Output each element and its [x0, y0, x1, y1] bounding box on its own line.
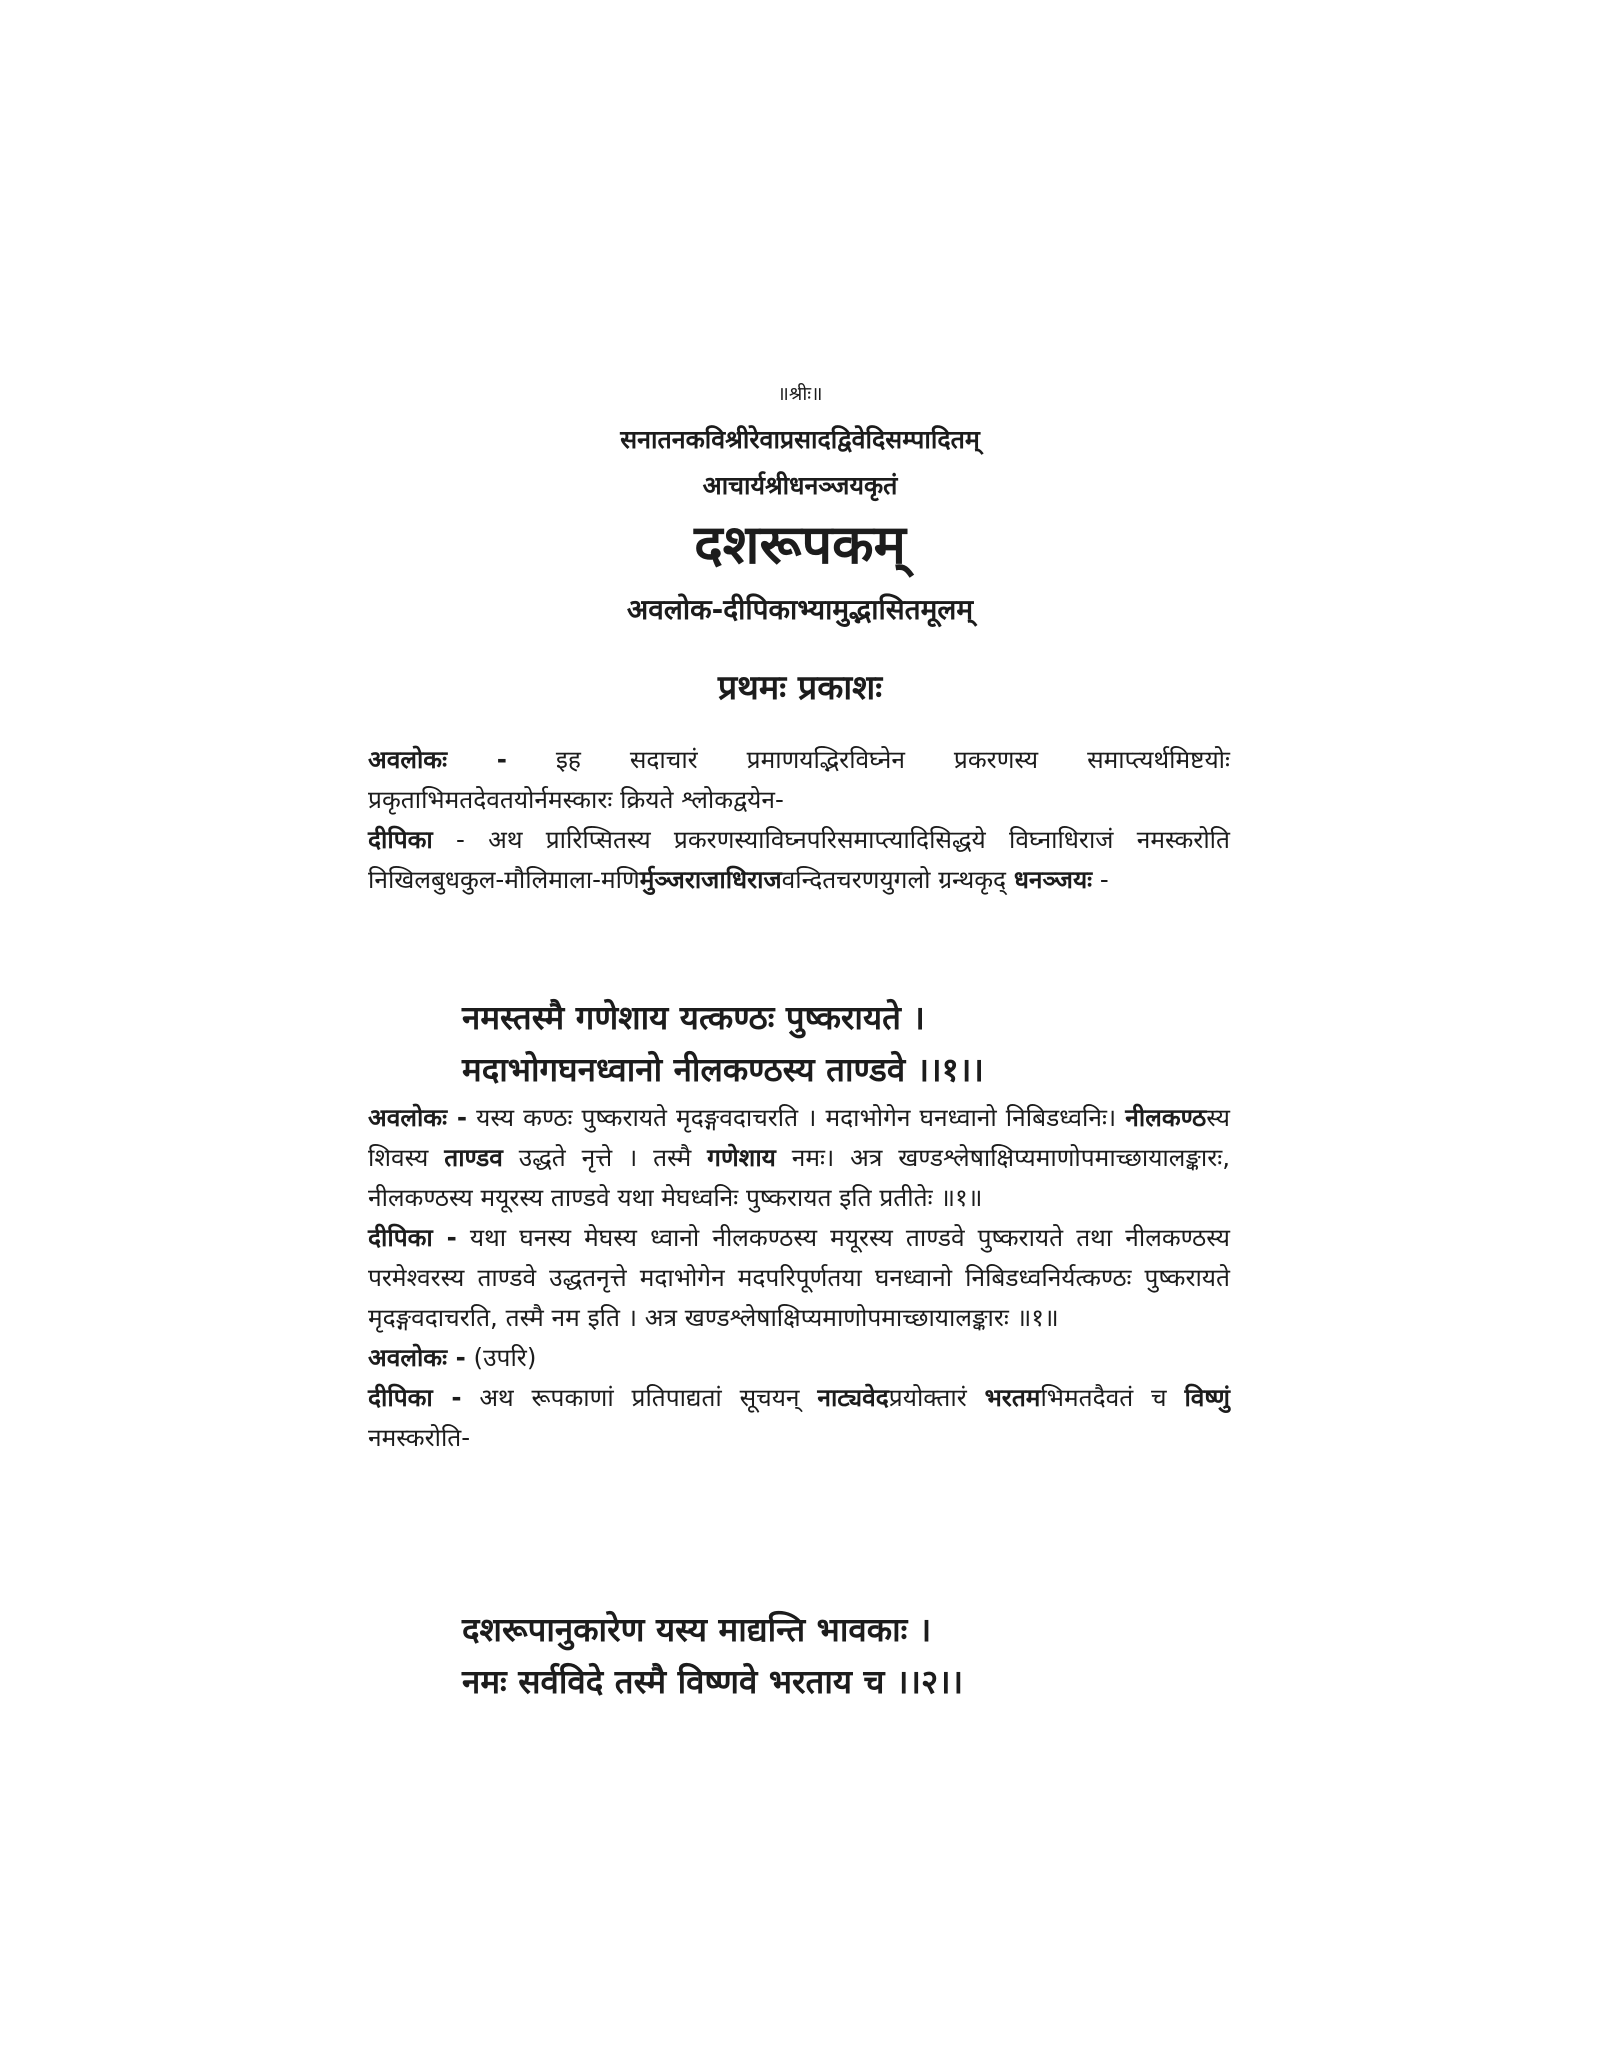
dipika-text: नमस्करोति-	[368, 1423, 471, 1452]
book-title: दशरूपकम्	[694, 513, 906, 576]
dipika-paragraph	[368, 1218, 1230, 1338]
commentary-block-2	[368, 1098, 1230, 1458]
dipika-bold-term: विष्णुं	[1184, 1383, 1231, 1412]
editor-line: सनातनकविश्रीरेवाप्रसादद्विवेदिसम्पादितम्	[620, 425, 980, 454]
avaloka-label: अवलोकः -	[368, 1103, 468, 1132]
verse-line: मदाभोगघनध्वानो नीलकण्ठस्य ताण्डवे ।।१।।	[462, 1050, 984, 1089]
avaloka-bold-term: ताण्डव	[444, 1143, 503, 1172]
dipika-text: वन्दितचरणयुगलो ग्रन्थकृद्	[781, 865, 1014, 894]
avaloka-text: (उपरि)	[465, 1343, 537, 1372]
dipika-text: यथा घनस्य मेघस्य ध्वानो नीलकण्ठस्य मयूरस्य ताण्डवे पुष्करायते तथा नीलकण्ठस्य परमेश्वरस्य ताण्डवे उद्धतनृत्ते मदाभोगेन मदपरिपूर्णतया घनध्वानो निबिडध्वनिर्यत्कण्ठः पुष्करायते मृदङ्गवदाचरति, तस्मै नम इति । अत्र खण्डश्लेषाक्षिप्यमाणोपमाच्छायालङ्कारः ॥१॥	[368, 1223, 1230, 1332]
avaloka-bold-term: नीलकण्ठ	[1125, 1103, 1207, 1132]
avaloka-paragraph	[368, 740, 1230, 820]
verse-2	[462, 1604, 963, 1708]
verse-1	[462, 992, 984, 1096]
verse-line: दशरूपानुकारेण यस्य माद्यन्ति भावकाः ।	[462, 1610, 932, 1649]
dipika-text: प्रयोक्तारं	[888, 1383, 985, 1412]
author-line: आचार्यश्रीधनञ्जयकृतं	[702, 471, 898, 500]
commentary-block-1	[368, 740, 1230, 900]
dipika-paragraph	[368, 820, 1230, 900]
dipika-paragraph	[368, 1378, 1230, 1458]
dipika-bold-term: नाट्यवेद	[817, 1383, 889, 1412]
avaloka-text: यस्य कण्ठः पुष्करायते मृदङ्गवदाचरति । मदाभोगेन घनध्वानो निबिडध्वनिः।	[467, 1103, 1126, 1132]
dipika-bold-term: र्मुञ्जराजाधिराज	[639, 865, 782, 894]
dipika-text: - अथ प्रारिप्सितस्य प्रकरणस्याविघ्नपरिसमाप्त्यादिसिद्धये विघ्नाधिराजं नमस्करोति निखिलबुधकुल-मौलिमाला-मणि	[368, 825, 1230, 894]
dipika-text: -	[1092, 865, 1109, 894]
chapter-heading: प्रथमः प्रकाशः	[717, 668, 883, 708]
dipika-text: भिमतदैवतं च	[1040, 1383, 1185, 1412]
dipika-text: अथ रूपकाणां प्रतिपाद्यतां सूचयन्	[461, 1383, 818, 1412]
avaloka-paragraph	[368, 1338, 1230, 1378]
shri-invocation: ॥श्रीः॥	[777, 383, 823, 405]
avaloka-text: इह सदाचारं प्रमाणयद्भिरविघ्नेन प्रकरणस्य समाप्त्यर्थमिष्टयोः प्रकृताभिमतदेवतयोर्नमस्कारः क्रियते श्लोकद्वयेन-	[368, 745, 1230, 814]
dipika-label: दीपिका -	[368, 1383, 462, 1412]
avaloka-text: उद्धते नृत्ते । तस्मै	[502, 1143, 708, 1172]
dipika-label: दीपिका -	[368, 1223, 457, 1252]
verse-line: नमस्तस्मै गणेशाय यत्कण्ठः पुष्करायते ।	[462, 998, 925, 1037]
book-subtitle: अवलोक-दीपिकाभ्यामुद्भासितमूलम्	[626, 593, 974, 626]
avaloka-label: अवलोकः -	[368, 745, 507, 774]
avaloka-paragraph	[368, 1098, 1230, 1218]
avaloka-text: नमः। अत्र खण्डश्लेषाक्षिप्यमाणोपमाच्छायालङ्कारः, नीलकण्ठस्य मयूरस्य ताण्डवे यथा मेघध्वनिः पुष्करायत इति प्रतीतेः ॥१॥	[368, 1143, 1230, 1212]
dipika-label: दीपिका	[368, 825, 433, 854]
dipika-bold-term: भरतम	[984, 1383, 1041, 1412]
verse-line: नमः सर्वविदे तस्मै विष्णवे भरताय च ।।२।।	[462, 1662, 964, 1701]
avaloka-text: स्य शिवस्य	[368, 1103, 1230, 1172]
avaloka-label: अवलोकः -	[368, 1343, 466, 1372]
dipika-bold-term: धनञ्जयः	[1013, 865, 1093, 894]
avaloka-bold-term: गणेशाय	[707, 1143, 776, 1172]
